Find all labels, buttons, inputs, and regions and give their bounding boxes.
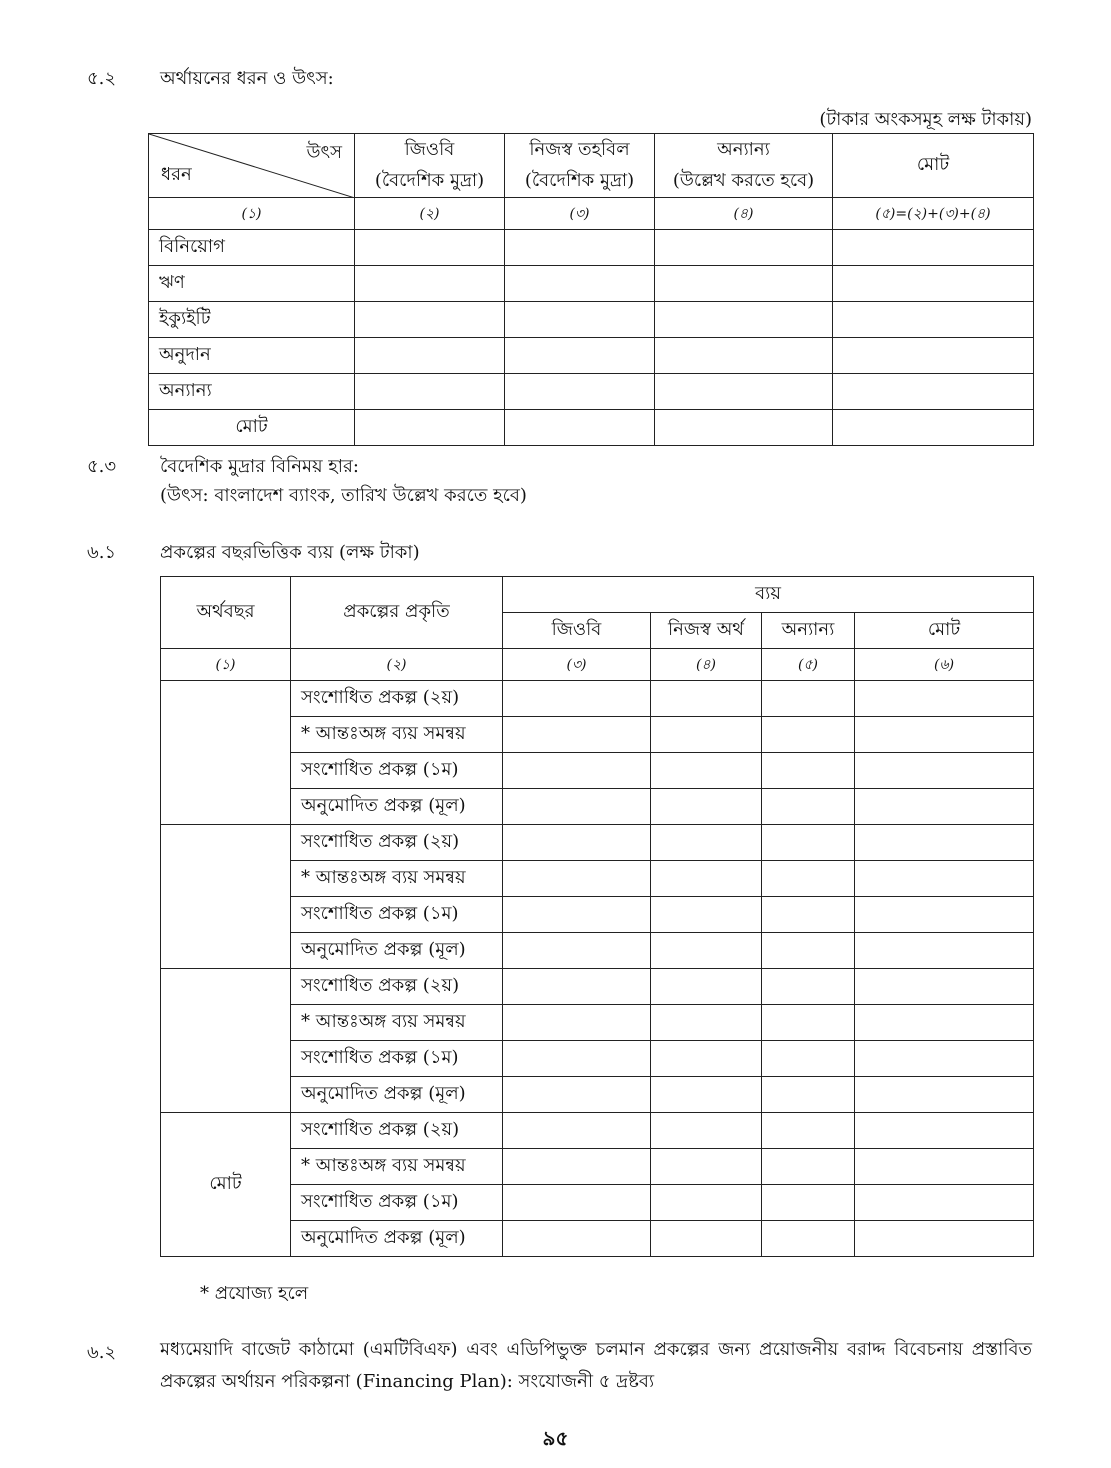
cell[interactable] [655, 230, 833, 266]
section-title-6-1: প্রকল্পের বছরভিত্তিক ব্যয় (লক্ষ টাকা) [160, 542, 420, 563]
cell[interactable] [855, 897, 1034, 933]
header-source: উৎস [306, 142, 342, 163]
cell[interactable] [355, 266, 505, 302]
table-row [161, 753, 1034, 789]
cell[interactable] [655, 410, 833, 446]
cell[interactable] [833, 410, 1034, 446]
cell[interactable] [855, 1077, 1034, 1113]
col-index: (৩) [505, 198, 655, 230]
total-label: মোট [149, 410, 355, 446]
cell[interactable] [355, 374, 505, 410]
header-fiscal-year: অর্থবছর [161, 577, 291, 649]
cell[interactable] [762, 1041, 855, 1077]
cell[interactable] [651, 861, 762, 897]
table-row [149, 266, 1034, 302]
cell[interactable] [762, 717, 855, 753]
header-project-nature: প্রকল্পের প্রকৃতি [291, 577, 503, 649]
nature-label: সংশোধিত প্রকল্প (২য়) [291, 681, 503, 717]
cell[interactable] [651, 681, 762, 717]
cell[interactable] [651, 933, 762, 969]
cell[interactable] [833, 266, 1034, 302]
header-other: অন্যান্য (উল্লেখ করতে হবে) [655, 134, 833, 198]
cell[interactable] [855, 1185, 1034, 1221]
cell[interactable] [651, 1077, 762, 1113]
table-row [161, 1041, 1034, 1077]
cell[interactable] [503, 933, 651, 969]
cell[interactable] [503, 1077, 651, 1113]
cell[interactable] [651, 717, 762, 753]
table-row [149, 338, 1034, 374]
cell[interactable] [503, 1221, 651, 1257]
table-row [161, 1113, 1034, 1149]
cell[interactable] [505, 410, 655, 446]
cell[interactable] [762, 1221, 855, 1257]
cell[interactable] [651, 753, 762, 789]
col-index: (৫)=(২)+(৩)+(৪) [833, 198, 1034, 230]
cell[interactable] [505, 230, 655, 266]
nature-label: সংশোধিত প্রকল্প (১ম) [291, 753, 503, 789]
header-type: ধরন [161, 164, 192, 185]
header-gob: জিওবি (বৈদেশিক মুদ্রা) [355, 134, 505, 198]
header-other: অন্যান্য [762, 613, 855, 649]
cell[interactable] [762, 861, 855, 897]
cell[interactable] [855, 825, 1034, 861]
table-row [161, 1149, 1034, 1185]
row-label: ঋণ [149, 266, 355, 302]
nature-label: অনুমোদিত প্রকল্প (মূল) [291, 1221, 503, 1257]
header-total: মোট [833, 134, 1034, 198]
cell[interactable] [762, 1185, 855, 1221]
col-index: (৩) [503, 649, 651, 681]
cell[interactable] [833, 230, 1034, 266]
nature-label: সংশোধিত প্রকল্প (২য়) [291, 825, 503, 861]
table-row [149, 230, 1034, 266]
table-row [161, 717, 1034, 753]
fiscal-year-cell[interactable] [161, 969, 291, 1113]
col-index: (২) [355, 198, 505, 230]
cell[interactable] [855, 1041, 1034, 1077]
cell[interactable] [503, 1113, 651, 1149]
col-index: (১) [161, 649, 291, 681]
cell[interactable] [503, 681, 651, 717]
table-row [161, 969, 1034, 1005]
cell[interactable] [651, 897, 762, 933]
cell[interactable] [855, 969, 1034, 1005]
nature-label: সংশোধিত প্রকল্প (২য়) [291, 1113, 503, 1149]
table-row [161, 933, 1034, 969]
cell[interactable] [762, 753, 855, 789]
cell[interactable] [855, 1221, 1034, 1257]
financing-table [148, 133, 1034, 446]
cell[interactable] [503, 825, 651, 861]
table-row [161, 861, 1034, 897]
table-row [161, 1077, 1034, 1113]
cell[interactable] [655, 266, 833, 302]
cell[interactable] [833, 302, 1034, 338]
nature-label: * আন্তঃঅঙ্গ ব্যয় সমন্বয় [291, 717, 503, 753]
col-index: (২) [291, 649, 503, 681]
row-label: ইক্যুইটি [149, 302, 355, 338]
cell[interactable] [762, 1077, 855, 1113]
cell[interactable] [855, 1113, 1034, 1149]
cell[interactable] [503, 969, 651, 1005]
nature-label: * আন্তঃঅঙ্গ ব্যয় সমন্বয় [291, 861, 503, 897]
table-row [161, 897, 1034, 933]
nature-label: অনুমোদিত প্রকল্প (মূল) [291, 933, 503, 969]
row-label: অনুদান [149, 338, 355, 374]
cell[interactable] [355, 338, 505, 374]
section-subtitle-5-3: (উৎস: বাংলাদেশ ব্যাংক, তারিখ উল্লেখ করতে হবে) [160, 485, 527, 506]
header-expenditure: ব্যয় [503, 577, 1034, 613]
header-gob: জিওবি [503, 613, 651, 649]
nature-label: সংশোধিত প্রকল্প (১ম) [291, 1185, 503, 1221]
header-own-money: নিজস্ব অর্থ [651, 613, 762, 649]
diagonal-header-cell [149, 134, 355, 198]
col-index: (১) [149, 198, 355, 230]
cell[interactable] [855, 717, 1034, 753]
cell[interactable] [651, 825, 762, 861]
cell[interactable] [355, 410, 505, 446]
cell[interactable] [651, 1221, 762, 1257]
cell[interactable] [855, 1149, 1034, 1185]
col-index: (৪) [651, 649, 762, 681]
page-number: ৯৫ [542, 1426, 569, 1450]
fiscal-year-cell[interactable] [161, 825, 291, 969]
section-text-6-2: মধ্যমেয়াদি বাজেট কাঠামো (এমটিবিএফ) এবং এডিপিভুক্ত চলমান প্রকল্পের জন্য প্রয়োজনীয় বরাদ্দ বিবেচনায় প্রস্তাবিত প্রকল্পের অর্থায়ন পরিকল্পনা (Financing Plan): সংযোজনী ৫ দ্রষ্টব্য [160, 1339, 1032, 1392]
table-row-total [149, 410, 1034, 446]
cell[interactable] [655, 338, 833, 374]
cell[interactable] [762, 897, 855, 933]
table-row [149, 302, 1034, 338]
cell[interactable] [762, 825, 855, 861]
section-title-5-2: অর্থায়নের ধরন ও উৎস: [160, 68, 334, 89]
cell[interactable] [762, 789, 855, 825]
row-label: বিনিয়োগ [149, 230, 355, 266]
cell[interactable] [503, 1149, 651, 1185]
total-label: মোট [161, 1113, 291, 1257]
cell[interactable] [651, 1041, 762, 1077]
cell[interactable] [505, 302, 655, 338]
cell[interactable] [655, 374, 833, 410]
cell[interactable] [833, 374, 1034, 410]
nature-label: সংশোধিত প্রকল্প (২য়) [291, 969, 503, 1005]
cell[interactable] [651, 1005, 762, 1041]
table-row [161, 789, 1034, 825]
table-row [161, 1185, 1034, 1221]
col-index: (৫) [762, 649, 855, 681]
cell[interactable] [855, 753, 1034, 789]
section-title-5-3: বৈদেশিক মুদ্রার বিনিময় হার: [160, 456, 359, 477]
nature-label: অনুমোদিত প্রকল্প (মূল) [291, 1077, 503, 1113]
section-number-6-1: ৬.১ [87, 542, 117, 563]
col-index: (৬) [855, 649, 1034, 681]
section-number-5-2: ৫.২ [87, 68, 117, 89]
footnote: * প্রযোজ্য হলে [200, 1283, 309, 1304]
cell[interactable] [651, 969, 762, 1005]
cell[interactable] [505, 266, 655, 302]
nature-label: সংশোধিত প্রকল্প (১ম) [291, 1041, 503, 1077]
cell[interactable] [655, 302, 833, 338]
cell[interactable] [651, 1149, 762, 1185]
cell[interactable] [855, 789, 1034, 825]
cell[interactable] [762, 1113, 855, 1149]
nature-label: * আন্তঃঅঙ্গ ব্যয় সমন্বয় [291, 1005, 503, 1041]
cell[interactable] [503, 897, 651, 933]
nature-label: সংশোধিত প্রকল্প (১ম) [291, 897, 503, 933]
cell[interactable] [651, 789, 762, 825]
table-row [161, 1005, 1034, 1041]
cell[interactable] [762, 1005, 855, 1041]
cell[interactable] [503, 861, 651, 897]
cell[interactable] [833, 338, 1034, 374]
table-row [161, 1221, 1034, 1257]
table-row [149, 374, 1034, 410]
cell[interactable] [503, 1185, 651, 1221]
header-own-fund: নিজস্ব তহবিল (বৈদেশিক মুদ্রা) [505, 134, 655, 198]
table-row [161, 681, 1034, 717]
cell[interactable] [651, 1185, 762, 1221]
col-index: (৪) [655, 198, 833, 230]
cell[interactable] [855, 681, 1034, 717]
cell[interactable] [503, 1005, 651, 1041]
cell[interactable] [762, 1149, 855, 1185]
cell[interactable] [651, 1113, 762, 1149]
fiscal-year-cell[interactable] [161, 681, 291, 825]
cell[interactable] [855, 861, 1034, 897]
section-number-6-2: ৬.২ [87, 1342, 117, 1363]
section-number-5-3: ৫.৩ [87, 456, 117, 477]
yearly-expenditure-table [160, 576, 1034, 1257]
cell[interactable] [855, 1005, 1034, 1041]
cell[interactable] [503, 789, 651, 825]
cell[interactable] [762, 969, 855, 1005]
cell[interactable] [762, 681, 855, 717]
cell[interactable] [503, 753, 651, 789]
cell[interactable] [762, 933, 855, 969]
cell[interactable] [505, 374, 655, 410]
cell[interactable] [503, 717, 651, 753]
table-row [161, 825, 1034, 861]
row-label: অন্যান্য [149, 374, 355, 410]
cell[interactable] [355, 302, 505, 338]
header-total: মোট [855, 613, 1034, 649]
cell[interactable] [855, 933, 1034, 969]
nature-label: অনুমোদিত প্রকল্প (মূল) [291, 789, 503, 825]
cell[interactable] [355, 230, 505, 266]
nature-label: * আন্তঃঅঙ্গ ব্যয় সমন্বয় [291, 1149, 503, 1185]
unit-note: (টাকার অংকসমূহ লক্ষ টাকায়) [819, 109, 1032, 130]
cell[interactable] [505, 338, 655, 374]
cell[interactable] [503, 1041, 651, 1077]
